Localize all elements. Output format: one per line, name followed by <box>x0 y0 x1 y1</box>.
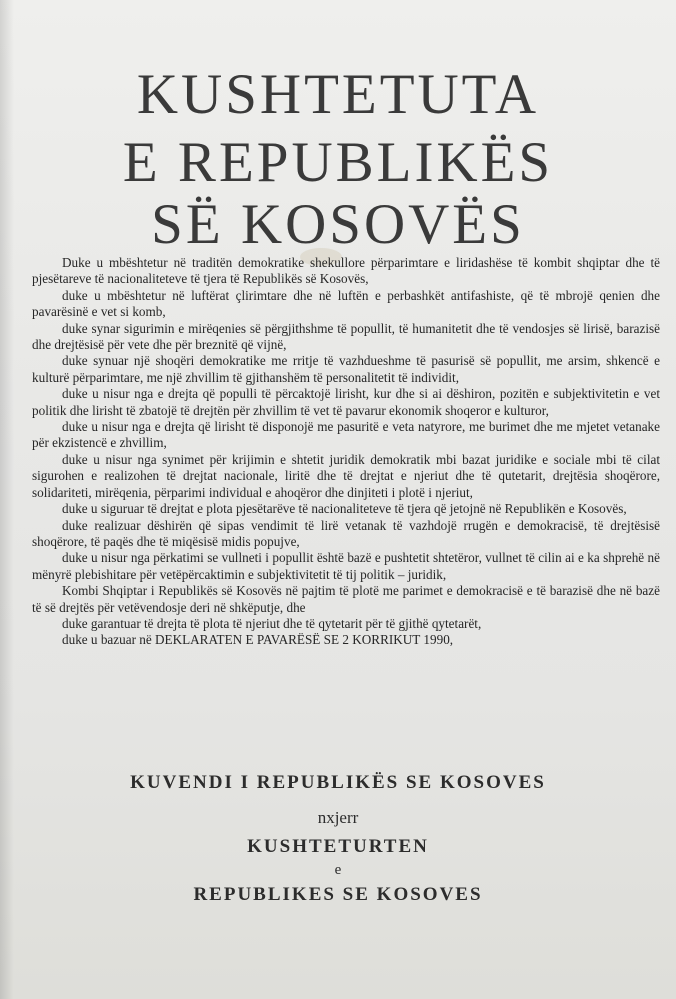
preamble-paragraph: duke u siguruar të drejtat e plota pjesëtarëve të nacionaliteteve të tjera që jetojnë në Republikën e Kosovës, <box>62 501 627 517</box>
title-line-3: SË KOSOVËS <box>151 193 525 256</box>
preamble-paragraph: duke realizuar dëshirën që sipas vendimit të lirë vetanak të vazhdojë rrugën e demokracisë, të drejtësisë shoqërore, të paqës dhe të miqësisë midis popujve, <box>32 517 660 549</box>
assembly-heading: KUVENDI I REPUBLIKËS SE KOSOVES <box>130 772 546 793</box>
preamble-paragraph: duke u bazuar në DEKLARATEN E PAVARËSË SE 2 KORRIKUT 1990, <box>62 632 454 648</box>
constitution-heading: KUSHTETURTEN <box>247 836 429 857</box>
preamble-paragraph: duke u nisur nga e drejta që lirisht të disponojë me pasuritë e veta natyrore, me burimet dhe me mjetet vetanake për ekzistencë e zhvillim, <box>32 419 660 451</box>
title-line-1: KUSHTETUTA <box>136 63 540 126</box>
preamble-paragraph: duke synar sigurimin e mirëqenies së përgjithshme të popullit, të humanitetit dhe të vendosjes së lirisë, barazisë dhe drejtësisë për vete dhe për breznitë që vijnë, <box>32 320 660 353</box>
conjunction: e <box>334 862 342 878</box>
preamble-paragraph: duke synuar një shoqëri demokratike me rritje të vazhdueshme të pasurisë së popullit, me arsim, shkencë e kulturë përparimtare, me një zhvillim të gjithanshëm të personalitetit të individit, <box>32 353 660 385</box>
preamble-paragraph: duke u mbështetur në luftërat çlirimtare dhe në luftën e perbashkët antifashiste, që të mbrojë qenien dhe pavarësinë e vet si komb, <box>32 287 660 320</box>
preamble-paragraph: Duke u mbështetur në traditën demokratike shekullore përparimtare e liridashëse të kombit shqiptar dhe të pjesëtareve të nacionaliteteve të tjera të Republikës së Kosovës, <box>32 255 660 287</box>
enacting-verb: nxjerr <box>317 808 359 827</box>
preamble-paragraph: duke garantuar të drejta të plota të njeriut dhe të qytetarit për të gjithë qytetarët, <box>62 615 482 631</box>
title-line-2: E REPUBLIKËS <box>122 131 554 194</box>
preamble-paragraph: duke u nisur nga përkatimi se vullneti i popullit është bazë e pushtetit shtetëror, vullnet të cilin ai e ka shprehë në mënyrë plebishitare për vetëpërcaktimin e subjektivitetit të tij politik – juridik, <box>32 550 660 582</box>
preamble-paragraph: duke u nisur nga synimet për krijimin e shtetit juridik demokratik mbi bazat juridike e sociale mbi të cilat sigurohen e realizohen të drejtat nacionale, liritë dhe të drejtat e njeriut dhe të qutetarit, drejtësia shoqërore, solidariteti, mirëqenia, përparimi individual e ahoqëror dhe dinjiteti i plotë i njeriut, <box>32 451 660 500</box>
preamble <box>32 255 660 649</box>
preamble-paragraph: duke u nisur nga e drejta që populli të përcaktojë lirisht, kur dhe si ai dëshiron, pozitën e subjektivitetin e vet politik dhe lirisht të zbatojë të drejtën për zhvillim të vet të pavarur ekonomik shoqeror e kulturor, <box>32 386 660 418</box>
republic-heading: REPUBLIKES SE KOSOVES <box>193 884 483 905</box>
preamble-paragraph: Kombi Shqiptar i Republikës së Kosovës në pajtim të plotë me parimet e demokracisë e të barazisë dhe në bazë të së drejtës për vetëvendosje deri në shkëputje, dhe <box>32 583 660 615</box>
